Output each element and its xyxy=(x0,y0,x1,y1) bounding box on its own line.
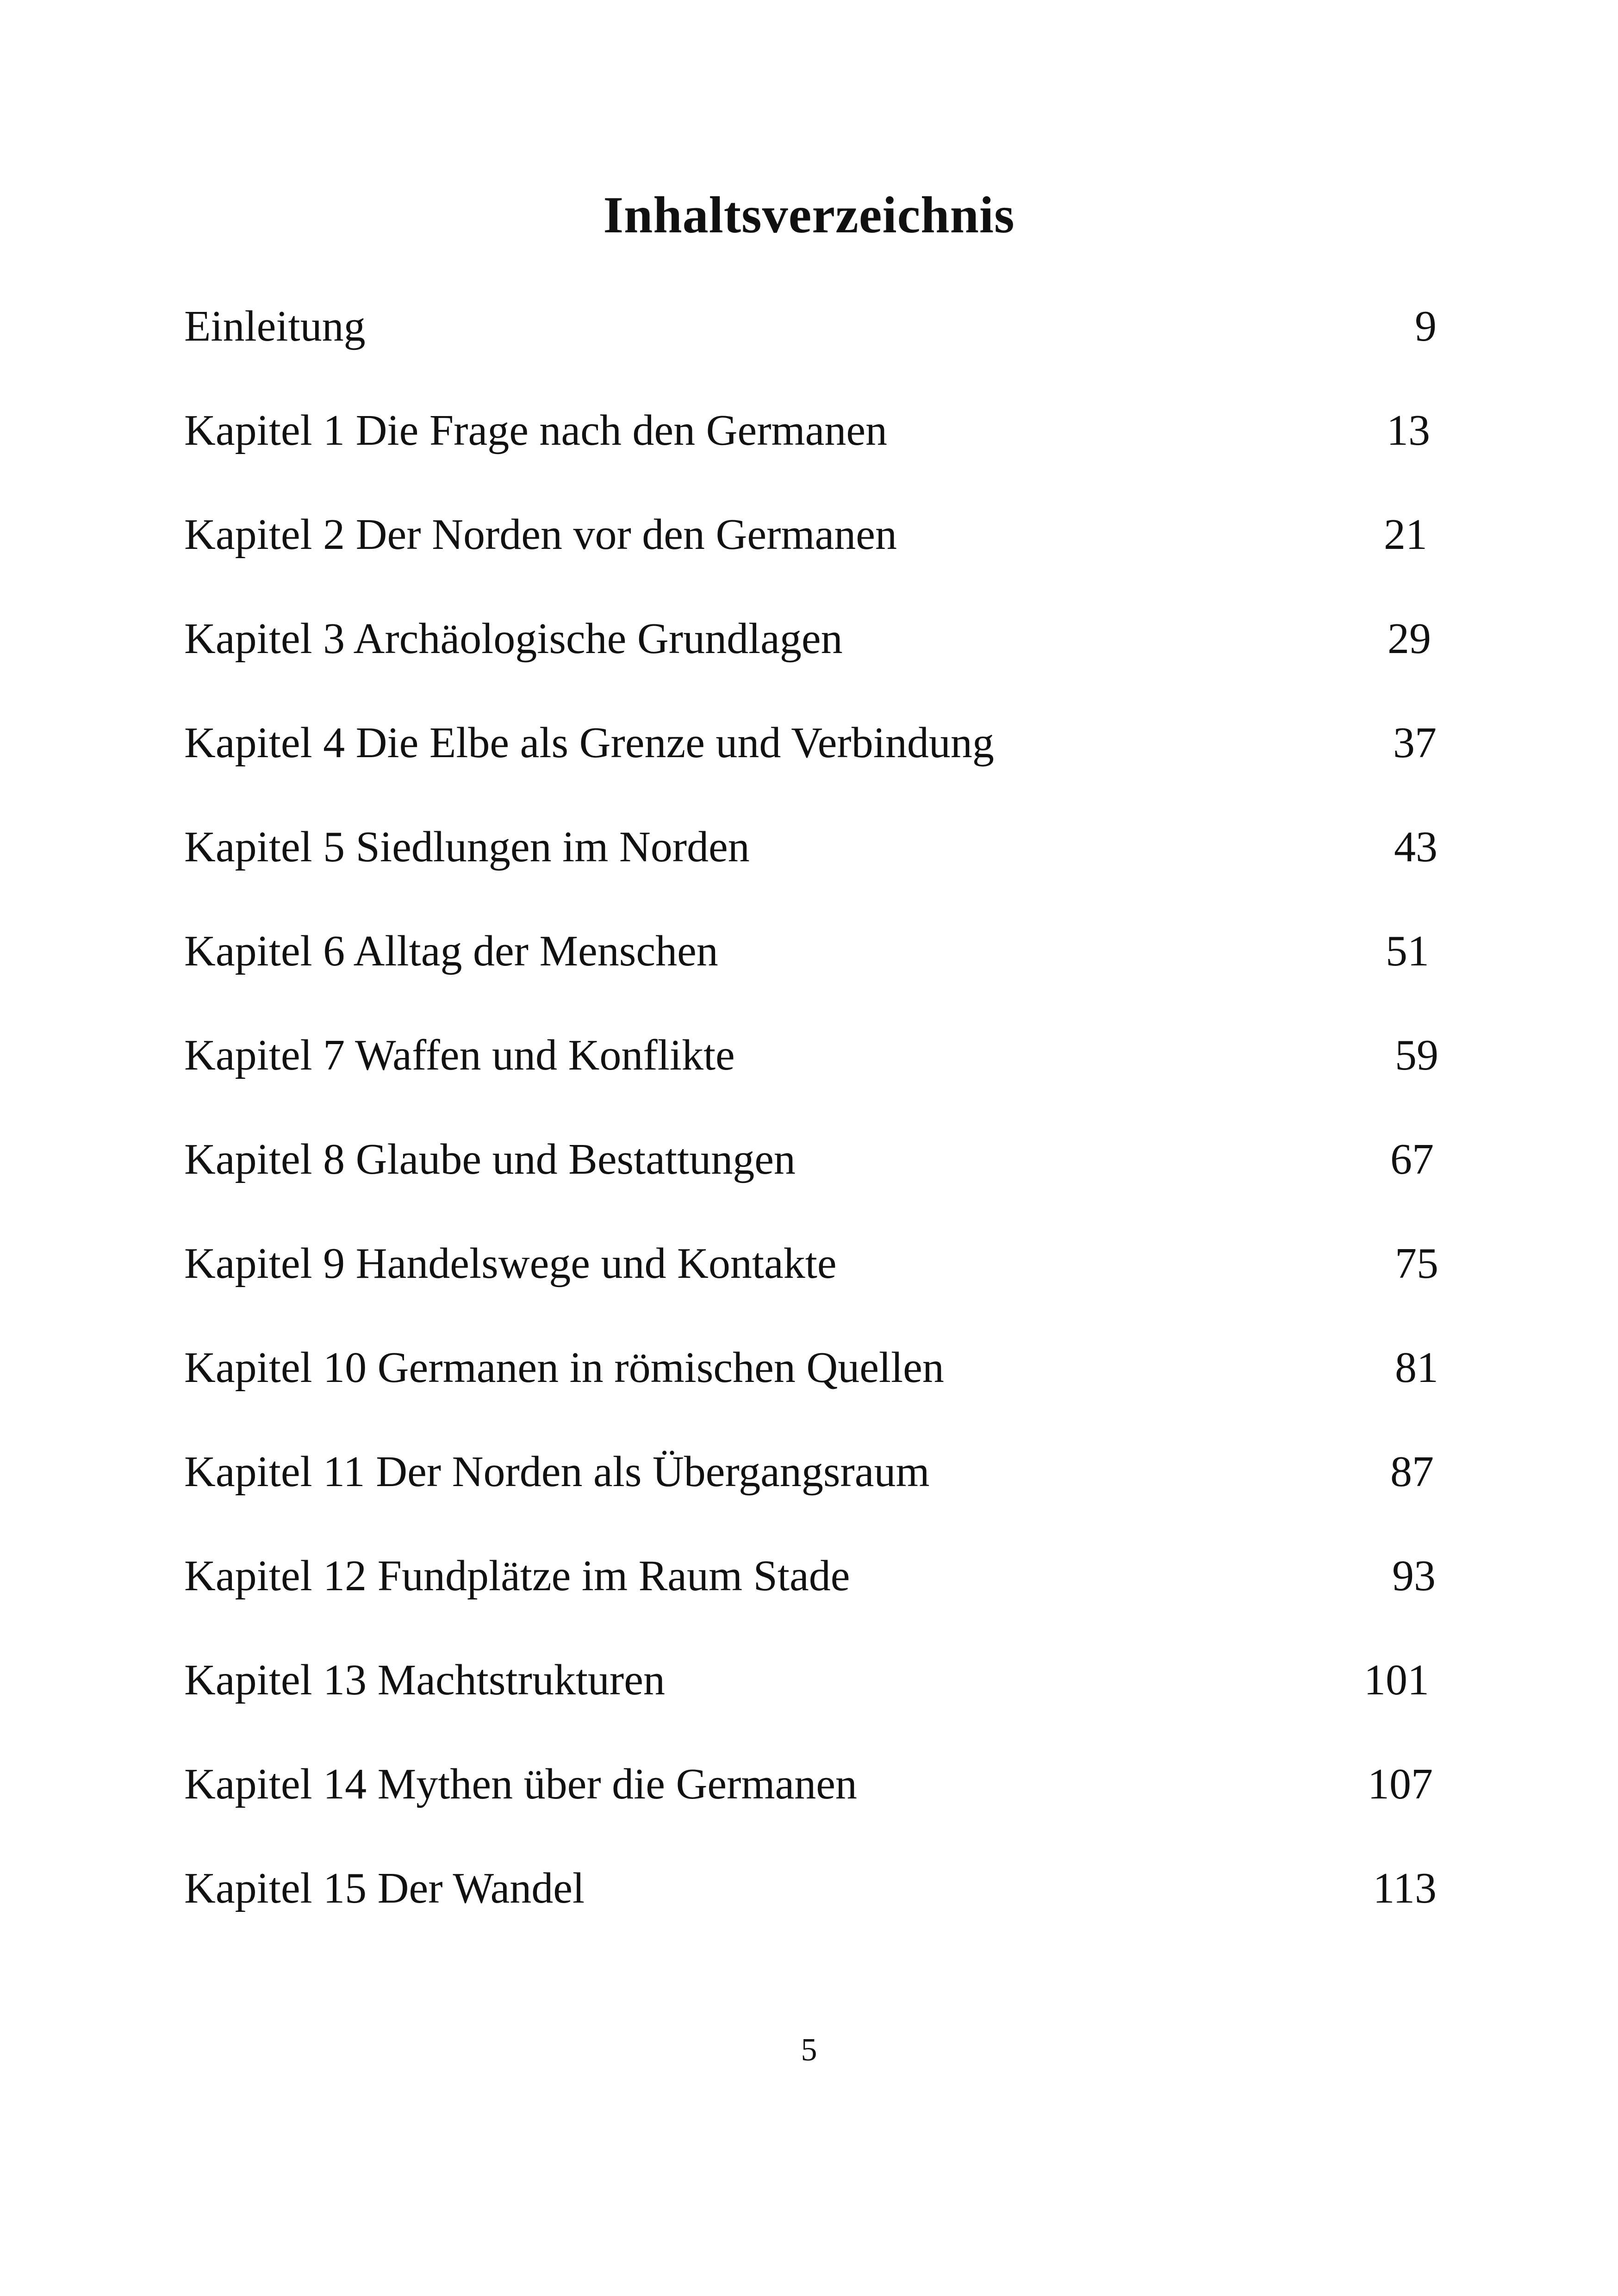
toc-entry-chapter-1[interactable] xyxy=(184,400,1434,460)
toc-entry-page: 67 xyxy=(1390,1135,1434,1183)
toc-entry-chapter-6[interactable] xyxy=(184,921,1434,981)
toc-entry-label: Kapitel 15 Der Wandel xyxy=(184,1864,585,1912)
toc-entry-page: 13 xyxy=(1387,406,1430,454)
toc-entry-page: 21 xyxy=(1384,510,1427,559)
toc-entry-page: 87 xyxy=(1390,1448,1434,1496)
toc-entry-chapter-2[interactable] xyxy=(184,504,1434,565)
toc-entry-page: 101 xyxy=(1364,1656,1429,1704)
toc-entry-introduction[interactable] xyxy=(184,296,1437,356)
toc-entry-label: Kapitel 6 Alltag der Menschen xyxy=(184,927,718,975)
toc-entry-label: Kapitel 2 Der Norden vor den Germanen xyxy=(184,510,897,559)
toc-entry-chapter-14[interactable] xyxy=(184,1754,1434,1814)
toc-entry-label: Kapitel 10 Germanen in römischen Quellen xyxy=(184,1344,944,1392)
toc-entry-label: Kapitel 3 Archäologische Grundlagen xyxy=(184,615,843,663)
toc-entry-page: 93 xyxy=(1392,1552,1436,1600)
toc-entry-page: 59 xyxy=(1395,1031,1438,1079)
toc-entry-chapter-9[interactable] xyxy=(184,1233,1438,1294)
toc-entry-chapter-4[interactable] xyxy=(184,713,1437,773)
toc-entry-chapter-3[interactable] xyxy=(184,609,1434,669)
toc-entry-page: 81 xyxy=(1395,1344,1438,1392)
toc-entry-label: Kapitel 5 Siedlungen im Norden xyxy=(184,823,750,871)
toc-entry-page: 43 xyxy=(1394,823,1438,871)
toc-entry-label: Kapitel 12 Fundplätze im Raum Stade xyxy=(184,1552,850,1600)
toc-entry-label: Kapitel 14 Mythen über die Germanen xyxy=(184,1760,857,1808)
toc-entry-label: Einleitung xyxy=(184,302,366,350)
toc-entry-page: 29 xyxy=(1388,615,1431,663)
toc-entry-page: 75 xyxy=(1395,1239,1438,1288)
toc-entry-chapter-11[interactable] xyxy=(184,1442,1434,1502)
toc-entry-label: Kapitel 13 Machtstrukturen xyxy=(184,1656,665,1704)
toc-entry-label: Kapitel 7 Waffen und Konflikte xyxy=(184,1031,735,1079)
toc-entry-page: 113 xyxy=(1373,1864,1437,1912)
toc-entry-page: 9 xyxy=(1415,302,1437,350)
toc-entry-label: Kapitel 9 Handelswege und Kontakte xyxy=(184,1239,837,1288)
toc-entry-label: Kapitel 11 Der Norden als Übergangsraum xyxy=(184,1448,930,1496)
toc-entry-page: 37 xyxy=(1393,719,1437,767)
toc-entry-page: 107 xyxy=(1368,1760,1433,1808)
toc-entry-chapter-7[interactable] xyxy=(184,1025,1438,1085)
toc-entry-chapter-8[interactable] xyxy=(184,1129,1434,1189)
toc-entry-label: Kapitel 4 Die Elbe als Grenze und Verbindung xyxy=(184,719,994,767)
toc-entry-chapter-12[interactable] xyxy=(184,1546,1434,1606)
toc-entry-chapter-5[interactable] xyxy=(184,817,1438,877)
toc-entry-chapter-15[interactable] xyxy=(184,1858,1437,1918)
toc-entry-chapter-13[interactable] xyxy=(184,1650,1434,1710)
page-title: Inhaltsverzeichnis xyxy=(603,187,1015,244)
toc-entry-label: Kapitel 1 Die Frage nach den Germanen xyxy=(184,406,888,454)
toc-entry-chapter-10[interactable] xyxy=(184,1338,1438,1398)
page-number: 5 xyxy=(801,2032,817,2068)
toc-entry-page: 51 xyxy=(1386,927,1429,975)
toc-entry-label: Kapitel 8 Glaube und Bestattungen xyxy=(184,1135,796,1183)
